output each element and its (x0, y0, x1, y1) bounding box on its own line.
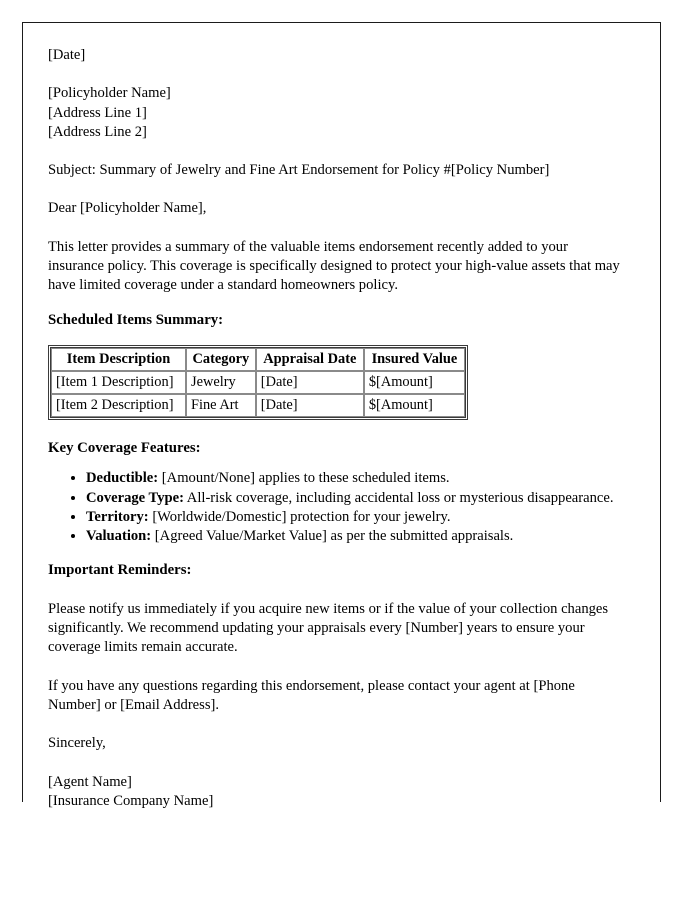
spacer (48, 296, 629, 311)
closing-line: Sincerely, (48, 735, 106, 752)
contact-paragraph: If you have any questions regarding this endorsement, please contact your agent at [Phone Number] or [Email Address]. (48, 677, 575, 713)
recipient-address-block (48, 84, 629, 142)
column-header-category: Category (186, 348, 256, 371)
date-line: [Date] (48, 47, 86, 63)
column-header-insured-value: Insured Value (364, 348, 465, 371)
scheduled-items-table (48, 345, 468, 420)
feature-term: Deductible: (86, 470, 159, 487)
list-item (86, 508, 629, 527)
feature-text: [Worldwide/Domestic] protection for your jewelry. (148, 508, 451, 525)
subject-line: Subject: Summary of Jewelry and Fine Art Endorsement for Policy #[Policy Number] (48, 162, 550, 179)
spacer (48, 142, 629, 161)
salutation: Dear [Policyholder Name], (48, 200, 207, 217)
key-coverage-list (48, 469, 629, 546)
feature-term: Territory: (86, 508, 149, 525)
feature-term: Valuation: (86, 528, 152, 545)
insurance-company-name: [Insurance Company Name] (48, 792, 214, 809)
spacer (48, 330, 629, 345)
column-header-item-description: Item Description (51, 348, 186, 371)
cell-insured-value: $[Amount] (364, 394, 465, 417)
intro-paragraph: This letter provides a summary of the valuable items endorsement recently added to your insurance policy. This coverage is specifically designed to protect your high-value assets that may have limited coverage under a standard homeowners policy. (48, 238, 620, 294)
cell-appraisal-date: [Date] (256, 371, 364, 394)
feature-text: [Amount/None] applies to these scheduled items. (158, 470, 450, 487)
feature-term: Coverage Type: (86, 489, 184, 506)
table-header-row (51, 348, 465, 371)
cell-insured-value: $[Amount] (364, 371, 465, 394)
cell-item-description: [Item 1 Description] (51, 371, 186, 394)
important-reminders-heading: Important Reminders: (48, 562, 192, 579)
recipient-address-line-2: [Address Line 2] (48, 123, 147, 140)
recipient-name: [Policyholder Name] (48, 85, 171, 102)
table-row (51, 371, 465, 394)
spacer (48, 219, 629, 238)
list-item (86, 527, 629, 546)
spacer (48, 754, 629, 773)
important-reminders-paragraph: Please notify us immediately if you acquire new items or if the value of your collection changes significantly. We recommend updating your appraisals every [Number] years to ensure your coverage limits remain accurate. (48, 600, 609, 656)
cell-category: Jewelry (186, 371, 256, 394)
spacer (48, 715, 629, 734)
scheduled-items-heading: Scheduled Items Summary: (48, 311, 224, 328)
feature-text: All-risk coverage, including accidental loss or mysterious disappearance. (183, 489, 614, 506)
feature-text: [Agreed Value/Market Value] as per the submitted appraisals. (151, 528, 514, 545)
key-coverage-heading: Key Coverage Features: (48, 439, 201, 456)
spacer (48, 458, 629, 469)
spacer (48, 581, 629, 600)
cell-appraisal-date: [Date] (256, 394, 364, 417)
spacer (48, 546, 629, 561)
table-row (51, 394, 465, 417)
signature-block (48, 773, 629, 812)
column-header-appraisal-date: Appraisal Date (256, 348, 364, 371)
letter-document (48, 46, 629, 811)
list-item (86, 489, 629, 508)
spacer (48, 420, 629, 439)
cell-item-description: [Item 2 Description] (51, 394, 186, 417)
recipient-address-line-1: [Address Line 1] (48, 104, 147, 121)
agent-name: [Agent Name] (48, 773, 132, 790)
spacer (48, 658, 629, 677)
list-item (86, 469, 629, 488)
spacer (48, 65, 629, 84)
cell-category: Fine Art (186, 394, 256, 417)
spacer (48, 180, 629, 199)
